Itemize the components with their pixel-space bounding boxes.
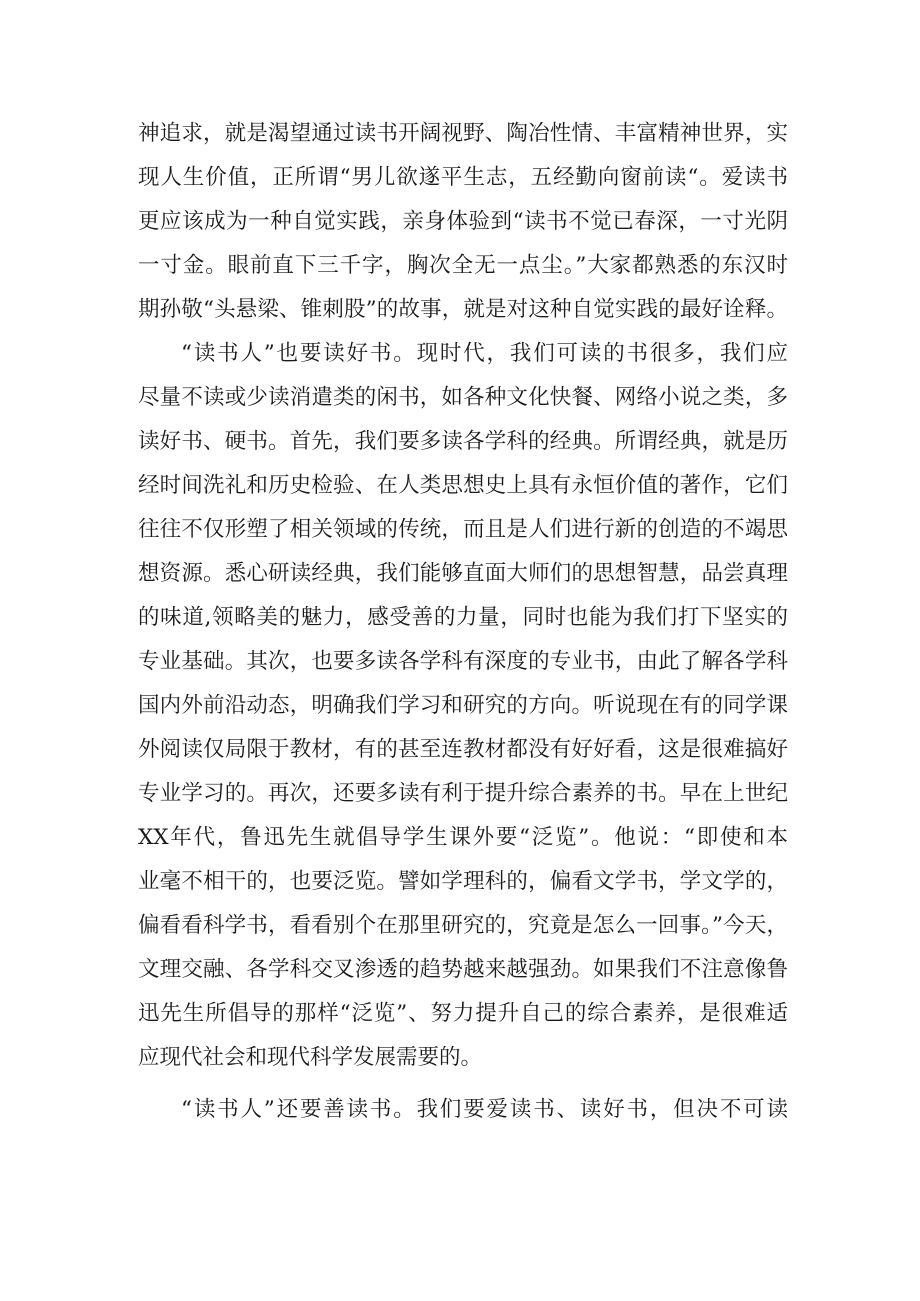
text-line: 尽量不读或少读消遣类的闲书，如各种文化快餐、网络小说之类，多 bbox=[138, 385, 788, 410]
text-line: 往往不仅形塑了相关领域的传统，而且是人们进行新的创造的不竭思 bbox=[138, 517, 788, 542]
text-line: 一寸金。眼前直下三千字，胸次全无一点尘。”大家都熟悉的东汉时 bbox=[138, 253, 788, 278]
text-line: 的味道,领略美的魅力，感受善的力量，同时也能为我们打下坚实的 bbox=[138, 605, 788, 630]
body-text bbox=[138, 112, 788, 1132]
text-line: “读书人”还要善读书。我们要爱读书、读好书，但决不可读 bbox=[181, 1097, 788, 1122]
text-line: 偏看看科学书，看看别个在那里研究的，究竟是怎么一回事。”今天， bbox=[138, 913, 788, 938]
paragraph-gap bbox=[138, 1080, 788, 1088]
text-line: 外阅读仅局限于教材，有的甚至连教材都没有好好看，这是很难搞好 bbox=[138, 737, 788, 762]
text-line: 国内外前沿动态，明确我们学习和研究的方向。听说现在有的同学课 bbox=[138, 693, 788, 718]
text-line: 想资源。悉心研读经典，我们能够直面大师们的思想智慧，品尝真理 bbox=[138, 561, 788, 586]
text-line: 文理交融、各学科交叉渗透的趋势越来越强劲。如果我们不注意像鲁 bbox=[138, 957, 788, 982]
text-line: “读书人”也要读好书。现时代，我们可读的书很多，我们应 bbox=[181, 341, 788, 366]
text-line: 迅先生所倡导的那样“泛览”、努力提升自己的综合素养，是很难适 bbox=[138, 1001, 788, 1026]
text-line: 专业学习的。再次，还要多读有利于提升综合素养的书。早在上世纪 bbox=[138, 781, 788, 806]
text-line: 现人生价值，正所谓“男儿欲遂平生志，五经勤向窗前读“。爱读书 bbox=[138, 165, 788, 190]
text-line: 读好书、硬书。首先，我们要多读各学科的经典。所谓经典，就是历 bbox=[138, 429, 788, 454]
text-line: 专业基础。其次，也要多读各学科有深度的专业书，由此了解各学科 bbox=[138, 649, 788, 674]
text-line: 神追求，就是渴望通过读书开阔视野、陶冶性情、丰富精神世界，实 bbox=[138, 121, 788, 146]
text-line: 经时间洗礼和历史检验、在人类思想史上具有永恒价值的著作，它们 bbox=[138, 473, 788, 498]
paragraph-3 bbox=[138, 1088, 788, 1132]
text-line: 应现代社会和现代科学发展需要的。 bbox=[138, 1045, 483, 1070]
paragraph-1 bbox=[138, 112, 788, 332]
paragraph-2 bbox=[138, 332, 788, 1080]
text-line: XX年代，鲁迅先生就倡导学生课外要“泛览”。他说：“即使和本 bbox=[138, 825, 788, 850]
text-line: 业毫不相干的，也要泛览。譬如学理科的，偏看文学书，学文学的， bbox=[138, 869, 788, 894]
text-line: 期孙敬“头悬梁、锥刺股”的故事，就是对这种自觉实践的最好诠释。 bbox=[138, 297, 788, 322]
text-line: 更应该成为一种自觉实践，亲身体验到“读书不觉已春深，一寸光阴 bbox=[138, 209, 788, 234]
